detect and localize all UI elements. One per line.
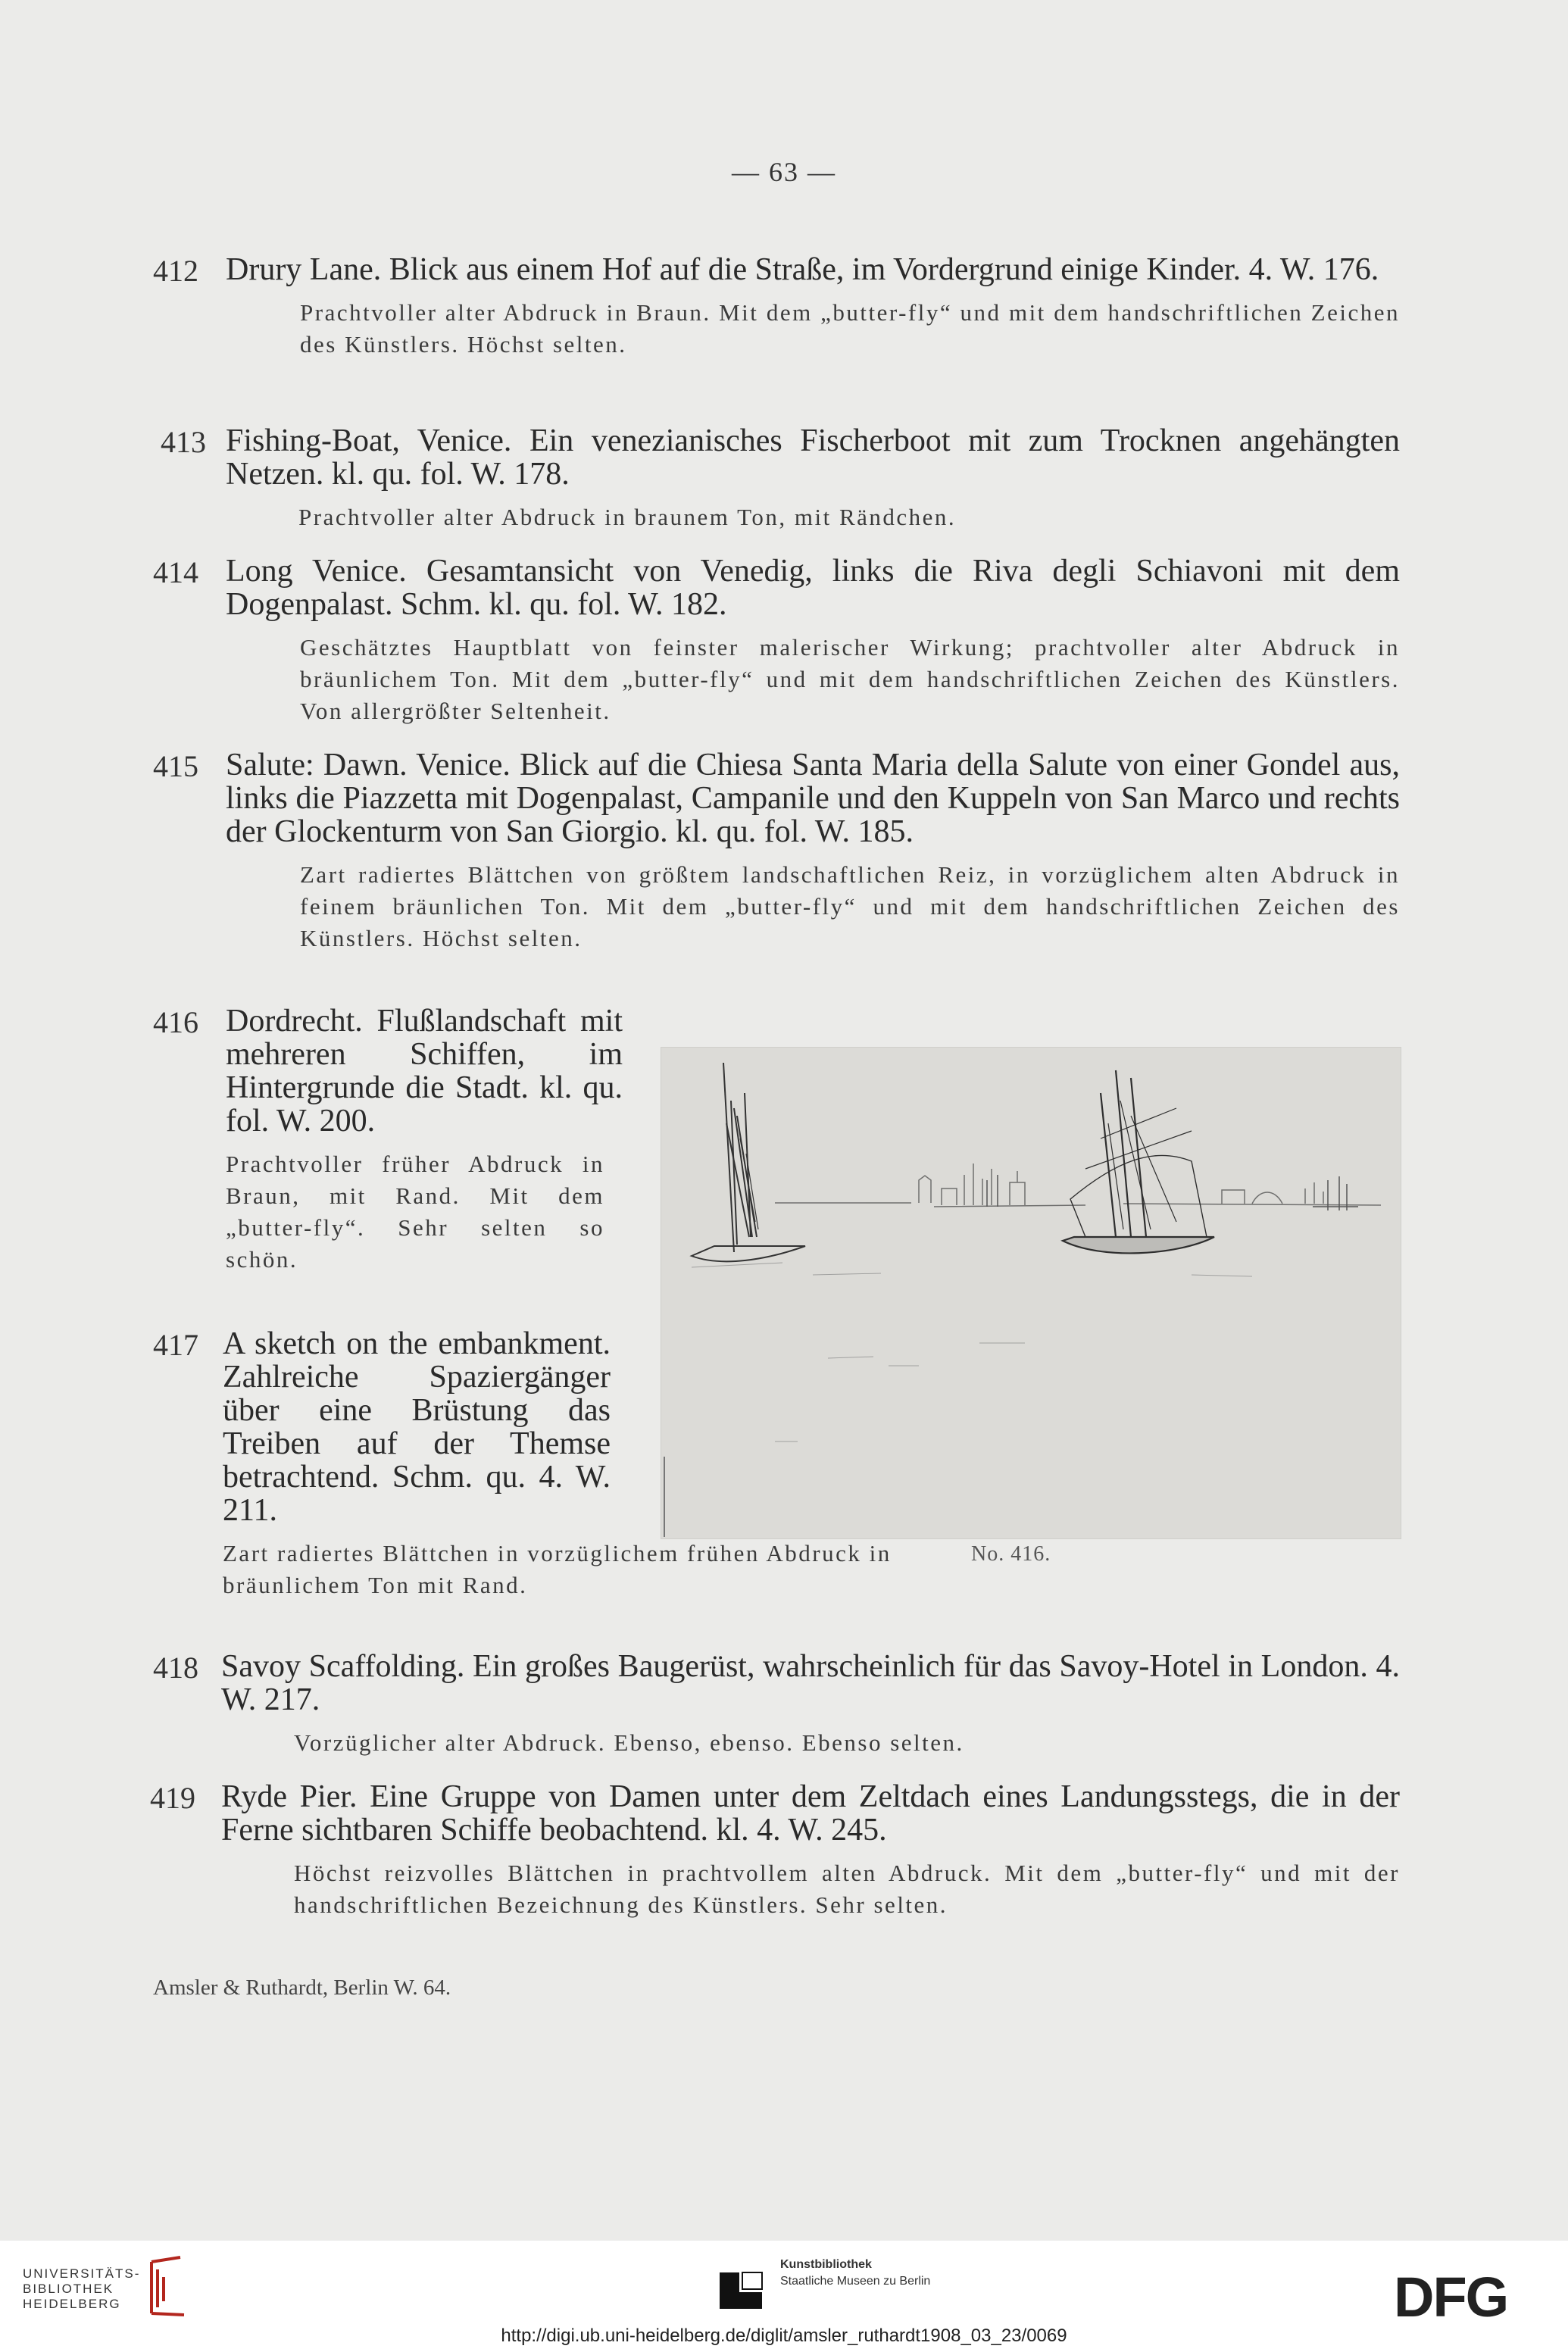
catalog-entry-415 [153,748,1400,954]
entry-number: 419 [150,1781,195,1815]
catalog-entry-412 [153,253,1400,361]
publisher-imprint: Amsler & Ruthardt, Berlin W. 64. [153,1976,451,2000]
ub-logo-line: BIBLIOTHEK [23,2282,114,2296]
entry-number: 417 [153,1328,198,1362]
kb-title: Kunstbibliothek [780,2258,872,2271]
entry-note: Zart radiertes Blättchen von größtem landschaftlichen Reiz, in vorzüglichem alten Abdruck in feinem bräunlichen Ton. Mit dem „butter-fly“ und mit dem handschriftlichen Zeichen des Künstlers. Höchst selten. [300,861,1400,951]
permalink-url[interactable]: http://digi.ub.uni-heidelberg.de/diglit/amsler_ruthardt1908_03_23/0069 [501,2325,1067,2346]
entry-number: 414 [153,555,198,589]
entry-note: Geschätztes Hauptblatt von feinster malerischer Wirkung; prachtvoller alter Abdruck in bräunlichem Ton. Mit dem „butter-fly“ und mit dem handschriftlichen Zeichen des Künstlers. Von allergrößter Seltenheit. [300,634,1400,724]
entry-number: 415 [153,749,198,783]
dordrecht-etching-illustration [661,1048,1401,1538]
catalog-entry-414 [153,554,1400,727]
dfg-logo[interactable]: DFG [1394,2266,1508,2329]
kunstbibliothek-logo[interactable] [780,2257,930,2290]
entry-number: 416 [153,1005,198,1039]
heidelberg-library-logo[interactable] [23,2266,140,2312]
entry-title: Fishing-Boat, Venice. Ein venezianisches Fischerboot mit zum Trocknen angehängten Netzen. kl. qu. fol. W. 178. [226,423,1400,492]
entry-note: Vorzüglicher alter Abdruck. Ebenso, ebenso. Ebenso selten. [294,1729,964,1756]
entry-note: Prachtvoller alter Abdruck in braunem Ton, mit Rändchen. [298,504,957,530]
entry-title: Ryde Pier. Eine Gruppe von Damen unter dem Zeltdach eines Landungsstegs, die in der Ferne sichtbaren Schiffe beobachtend. kl. 4. W. 245. [221,1779,1400,1848]
entry-number: 412 [153,254,198,288]
catalog-entry-419 [150,1780,1400,1921]
catalog-entry-416 [153,1004,623,1276]
entry-note: Höchst reizvolles Blättchen in prachtvollem alten Abdruck. Mit dem „butter-fly“ und mit der handschriftlichen Bezeichnung des Künstlers. Sehr selten. [294,1860,1400,1918]
entry-title: Salute: Dawn. Venice. Blick auf die Chiesa Santa Maria della Salute von einer Gondel aus, links die Piazzetta mit Dogenpalast, Campanile und den Kuppeln von San Marco und rechts der Glockenturm von San Giorgio. kl. qu. fol. W. 185. [226,748,1400,849]
page-number: — 63 — [732,157,836,187]
catalog-entry-413 [161,424,1400,533]
entry-title: Long Venice. Gesamtansicht von Venedig, links die Riva degli Schiavoni mit dem Dogenpalast. Schm. kl. qu. fol. W. 182. [226,554,1400,622]
ub-logo-line: HEIDELBERG [23,2297,121,2311]
entry-title: Savoy Scaffolding. Ein großes Baugerüst, wahrscheinlich für das Savoy-Hotel in London. 4. W. 217. [221,1649,1400,1717]
ub-heidelberg-mark-icon [142,2254,189,2319]
entry-title: Drury Lane. Blick aus einem Hof auf die Straße, im Vordergrund einige Kinder. 4. W. 176. [226,252,1379,287]
kunstbibliothek-logo-icon [717,2262,765,2310]
entry-title: A sketch on the embankment. Zahlreiche Spaziergänger über eine Brüstung das Treiben auf der Themse betrachtend. Schm. qu. 4. W. 211. [223,1326,611,1528]
kb-subtitle: Staatliche Museen zu Berlin [780,2275,931,2288]
ub-logo-line: UNIVERSITÄTS- [23,2266,141,2281]
entry-note: Zart radiertes Blättchen in vorzüglichem frühen Abdruck in bräunlichem Ton mit Rand. [223,1540,892,1598]
etching-plate-image [661,1047,1401,1539]
plate-caption: No. 416. [971,1542,1051,1566]
entry-title: Dordrecht. Flußlandschaft mit mehreren Schiffen, im Hintergrunde die Stadt. kl. qu. fol. W. 200. [226,1004,623,1139]
catalog-entry-418 [153,1650,1400,1759]
entry-note: Prachtvoller alter Abdruck in Braun. Mit dem „butter-fly“ und mit dem handschriftlichen Zeichen des Künstlers. Höchst selten. [300,299,1400,358]
entry-number: 413 [161,425,206,459]
entry-number: 418 [153,1651,198,1685]
entry-note: Prachtvoller früher Abdruck in Braun, mit Rand. Mit dem „butter-fly“. Sehr selten so schön. [226,1151,604,1273]
